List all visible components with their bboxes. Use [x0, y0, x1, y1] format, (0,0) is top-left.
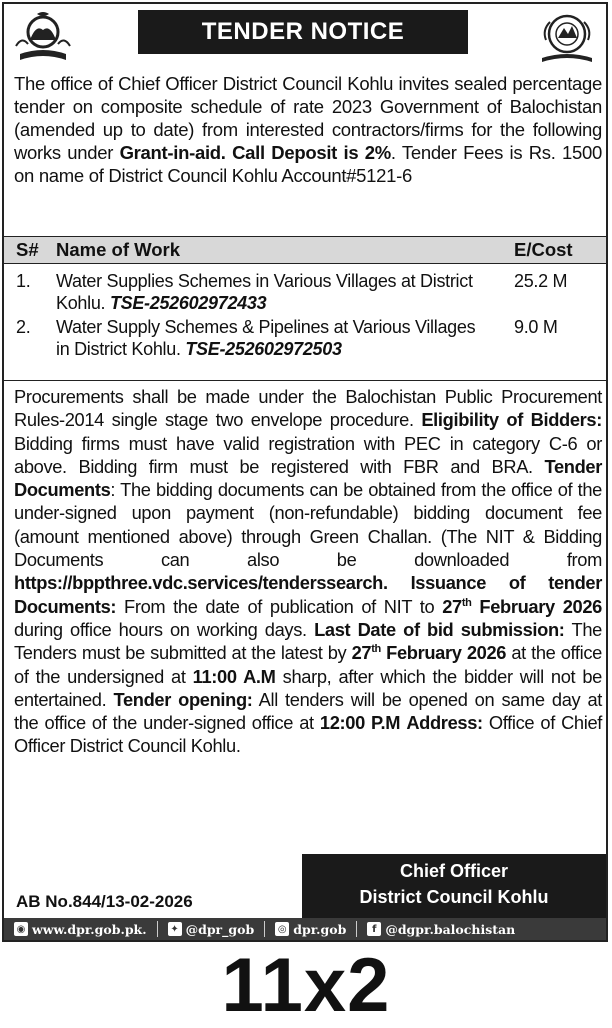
table-row: [4, 264, 606, 313]
signature-block: [302, 854, 606, 918]
works-table: [4, 236, 606, 359]
row-number: 2.: [16, 317, 31, 337]
footer-separator: [356, 921, 357, 937]
row-work: Water Supplies Schemes in Various Villages at District Kohlu. TSE-252602972433: [56, 271, 473, 313]
twitter-icon: ✦: [168, 922, 182, 936]
footer-instagram[interactable]: ◎ dpr.gob: [275, 922, 346, 937]
tender-conditions-paragraph: Procurements shall be made under the Balochistan Public Procurement Rules-2014 single stage two envelope procedure. Eligibility of Bidders: Bidding firms must have valid registration with PEC in category C-6 or above. Bidding firm must be registered with FBR and BRA. Tender Documents: The bidding documents can be obtained from the office of the under-signed upon payment (non-refundable) bidding document fee (amount mentioned above) through Green Challan. (The NIT & Bidding Documents can also be downloaded from https://bppthree.vdc.services/tenderssearch. Issuance of tender Documents: From the date of publication of NIT to 27th February 2026 during office hours on working days. Last Date of bid submission: The Tenders must be submitted at the latest by 27th February 2026 at the office of the undersigned at 11:00 A.M sharp, after which the bidder will not be entertained. Tender opening: All tenders will be opened on same day at the office of the under-signed office at 12:00 P.M Address: Office of Chief Officer District Council Kohlu.: [14, 386, 603, 757]
facebook-icon: f: [367, 922, 381, 936]
footer-separator: [157, 921, 158, 937]
footer-website[interactable]: ◉ www.dpr.gob.pk.: [14, 922, 147, 937]
works-table-header: [4, 236, 606, 264]
tse-number: TSE-252602972503: [185, 339, 342, 359]
header-name-of-work: Name of Work: [56, 239, 181, 260]
tse-number: TSE-252602972433: [109, 293, 267, 313]
signatory-office: District Council Kohlu: [359, 887, 549, 907]
table-bottom-divider: [4, 380, 606, 381]
balochistan-emblem-logo: [12, 10, 74, 64]
footer-facebook[interactable]: f @dgpr.balochistan: [367, 922, 515, 937]
row-work: Water Supply Schemes & Pipelines at Various Villages in District Kohlu. TSE-252602972503: [56, 317, 476, 359]
header-sno: S#: [16, 239, 39, 260]
notice-title: TENDER NOTICE: [138, 10, 468, 54]
ad-size-label: 11x2: [221, 943, 391, 1028]
row-cost: 9.0 M: [514, 317, 558, 337]
intro-paragraph: The office of Chief Officer District Council Kohlu invites sealed percentage tender on composite schedule of rate 2023 Government of Balochistan (amended up to date) from interested contractors/firms for the following works under Grant-in-aid. Call Deposit is 2%. Tender Fees is Rs. 1500 on name of District Council Kohlu Account#5121-6: [14, 73, 602, 186]
footer-separator: [264, 921, 265, 937]
header-estimated-cost: E/Cost: [514, 239, 573, 260]
instagram-icon: ◎: [275, 922, 289, 936]
tender-notice: [2, 2, 608, 942]
footer-twitter[interactable]: ✦ @dpr_gob: [168, 922, 255, 937]
advertisement-number: AB No.844/13-02-2026: [16, 892, 193, 911]
globe-icon: ◉: [14, 922, 28, 936]
signatory-title: Chief Officer: [399, 861, 509, 881]
row-number: 1.: [16, 271, 31, 291]
footer-bar: [4, 918, 606, 940]
table-row: [4, 310, 606, 359]
district-council-seal-logo: [536, 10, 598, 64]
download-link[interactable]: https://bppthree.vdc.services/tenderssearch.: [14, 572, 388, 594]
notice-header: [4, 4, 606, 70]
row-cost: 25.2 M: [514, 271, 568, 291]
